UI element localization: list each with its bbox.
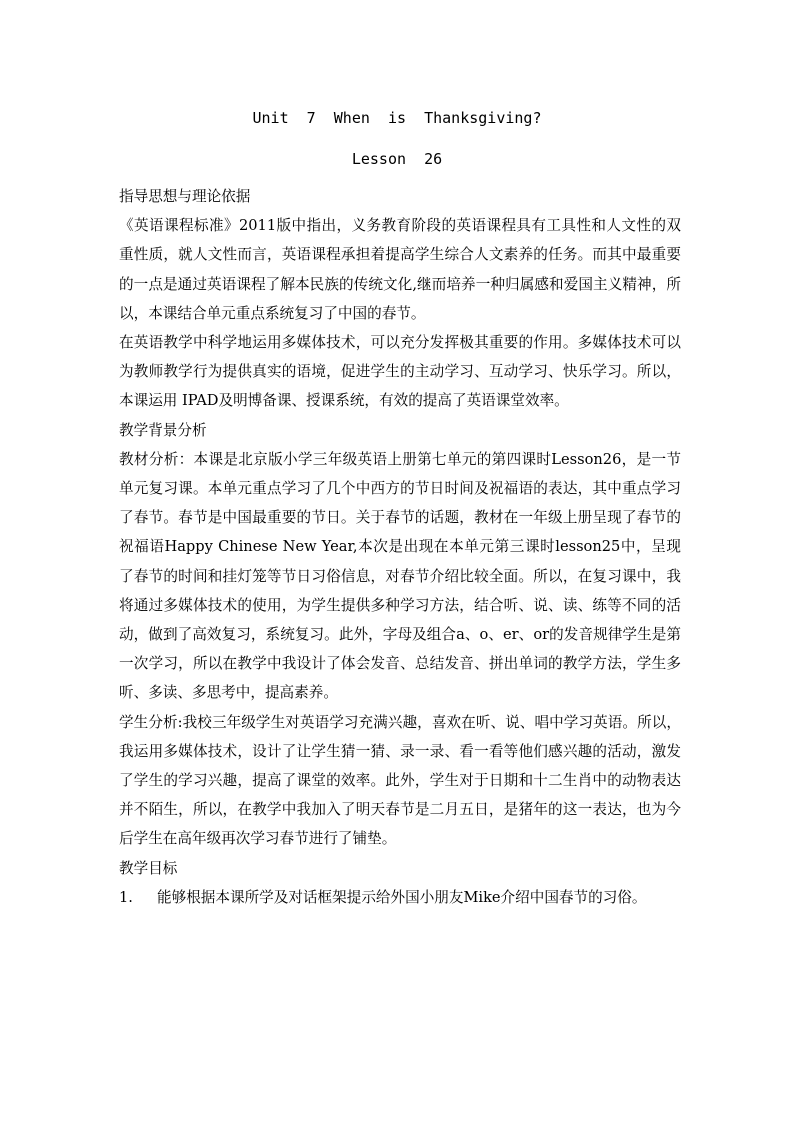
goal-item-number: 1.	[119, 888, 133, 906]
goal-item-text: 能够根据本课所学及对话框架提示给外国小朋友Mike介绍中国春节的习俗。	[157, 888, 647, 906]
unit-title: Unit 7 When is Thanksgiving?	[252, 109, 542, 127]
lesson-title: Lesson 26	[351, 150, 443, 168]
paragraph-guiding-2: 在英语教学中科学地运用多媒体技术，可以充分发挥极其重要的作用。多媒体技术可以为教师教学行为提供真实的语境，促进学生的主动学习、互动学习、快乐学习。所以，本课运用 IPAD及明博备课、授课系统，有效的提高了英语课堂效率。	[119, 334, 681, 410]
paragraph-guiding-1: 《英语课程标准》2011版中指出，义务教育阶段的英语课程具有工具性和人文性的双重性质，就人文性而言，英语课程承担着提高学生综合人文素养的任务。而其中最重要的一点是通过英语课程了解本民族的传统文化,继而培养一种归属感和爱国主义精神，所以，本课结合单元重点系统复习了中国的春节。	[119, 217, 681, 322]
section-heading-guiding: 指导思想与理论依据	[119, 188, 251, 205]
section-heading-goals: 教学目标	[119, 859, 178, 877]
section-heading-background: 教学背景分析	[119, 421, 207, 439]
paragraph-student-analysis: 学生分析:我校三年级学生对英语学习充满兴趣，喜欢在听、说、唱中学习英语。所以，我运用多媒体技术，设计了让学生猜一猜、录一录、看一看等他们感兴趣的活动，激发了学生的学习兴趣，提高了课堂的效率。此外，学生对于日期和十二生肖中的动物表达并不陌生，所以，在教学中我加入了明天春节是二月五日，是猪年的这一表达，也为今后学生在高年级再次学习春节进行了铺垫。	[119, 713, 681, 848]
goal-item	[119, 883, 681, 912]
document-body	[119, 182, 681, 912]
paragraph-textbook-analysis: 教材分析：本课是北京版小学三年级英语上册第七单元的第四课时Lesson26，是一节单元复习课。本单元重点学习了几个中西方的节日时间及祝福语的表达，其中重点学习了春节。春节是中国最重要的节日。关于春节的话题，教材在一年级上册呈现了春节的祝福语Happy Chinese New Year,本次是出现在本单元第三课时lesson25中，呈现了春节的时间和挂灯笼等节日习俗信息，对春节介绍比较全面。所以，在复习课中，我将通过多媒体技术的使用，为学生提供多种学习方法，结合听、说、读、练等不同的活动，做到了高效复习，系统复习。此外，字母及组合a、o、er、or的发音规律学生是第一次学习，所以在教学中我设计了体会发音、总结发音、拼出单词的教学方法，学生多听、多读、多思考中，提高素养。	[119, 450, 681, 702]
